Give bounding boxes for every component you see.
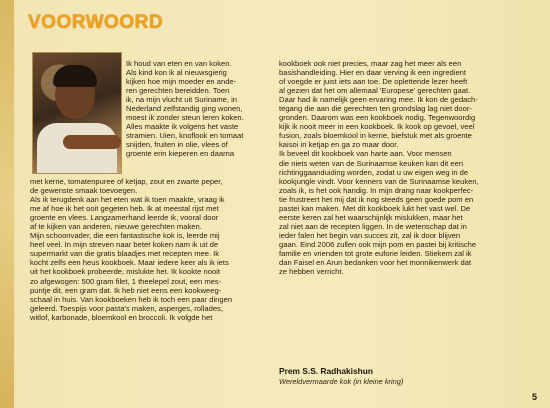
text-line: schaal in huis. Van kookboeken heb ik toch een paar dingen (30, 294, 233, 304)
text-line: Nederland zelfstandig ging wonen, (126, 104, 243, 114)
text-line: uit het kookboek probeerde, mislukte het. Ik kookte nooit (30, 267, 220, 277)
text-line: Als kind kon ik al nieuwsgierig (126, 68, 227, 78)
text-line: ren gerechten bereidden. Toen (126, 86, 230, 96)
text-line: kijken hoe mijn moeder en ande- (126, 77, 237, 87)
text-line: Als ik terugdenk aan het eten wat ik toen maakte, vraag ik (30, 195, 225, 205)
text-line: kocht zelfs een heus kookboek. Maar iedere keer als ik iets (30, 258, 229, 268)
text-line: ik, na mijn vlucht uit Suriname, in (126, 95, 237, 105)
page-number: 5 (532, 392, 538, 402)
signature-role: Wereldvermaarde kok (in kleine kring) (279, 377, 404, 386)
text-column-left-bottom (30, 177, 268, 322)
page-title: VOORWOORD (28, 12, 164, 33)
text-line: Daar had ik namelijk geen ervaring mee. Ik kon de gedach- (279, 95, 478, 105)
text-line: groente erin kieperen en daarna (126, 149, 235, 159)
text-line: met kerrie, tomatenpuree of ketjap, zout en zwarte peper, (30, 177, 223, 186)
text-line: tegang die aan die gerechten ten grondslag lag niet door- (279, 104, 472, 114)
text-line: puntje dit, een gram dat. Ik heb niet eens een kookweeg- (30, 285, 222, 295)
text-line: gronden. Daarom was een kookboek nodig. Tegenwoordig (279, 113, 476, 123)
signature-name: Prem S.S. Radhakishun (279, 366, 374, 376)
text-line: kookjungle vindt. Voor kenners van de Surinaamse keuken, (279, 176, 479, 186)
text-line: al gezien dat het om allemaal 'Europese' gerechten gaat. (279, 86, 471, 96)
text-line: moest ik zonder steun leren koken. (126, 113, 244, 123)
text-line: eerste keren zal het waarschijnlijk mislukken, maar het (279, 212, 463, 222)
text-line: gaan. Eind 2006 zullen ook mijn pom en pastei bij kritische (279, 239, 477, 249)
text-line: kaisoi in ketjap en ga zo maar door. (279, 140, 399, 150)
decorative-side-bar (0, 0, 14, 408)
text-line: ze hebben verricht. (279, 267, 344, 277)
text-line: fusion, zoals bloemkool in kerrie, biefstuk met als groente (279, 131, 472, 141)
text-line: ieder falen het begin van succes zit, zal ik door blijven (279, 230, 461, 240)
text-line: basishandleiding. Hier en daar verving ik een ingredient (279, 68, 467, 78)
text-line: snijden, fruiten in olie, vlees of (126, 140, 228, 150)
text-line: de gewenste smaak toevoegen. (30, 186, 138, 196)
text-line: dan Faisel en Arun bedanken voor het monnikenwerk dat (279, 258, 472, 268)
text-line: zal niet aan de recepten liggen. In de wetenschap dat in (279, 221, 467, 231)
text-line: groente en vlees. Langzamerhand leerde ik, vooral door (30, 213, 219, 223)
photo-arm (63, 135, 121, 149)
text-line: zo afgewogen: 500 gram filet, 1 theelepel zout, een mes- (30, 276, 222, 286)
text-line: geleerd. Toespijs voor pasta's maken, asperges, rollades, (30, 303, 223, 313)
text-line: witlof, karbonade, bloemkool en broccoli. Ik volgde het (30, 312, 213, 322)
photo-hair (53, 65, 97, 87)
signature-block (279, 366, 403, 386)
text-line: die niets weten van de Surinaamse keuken kan dit een (279, 158, 464, 168)
text-line: of voegde er juist iets aan toe. De oplettende lezer heeft (279, 77, 468, 87)
text-line: zoals ik, is het ook handig. In mijn drang naar kookperfec- (279, 185, 474, 195)
text-line: Ik beveel dit kookboek van harte aan. Voor mensen (279, 149, 452, 159)
text-line: familie en vrienden tot grote euforie leiden. Stiekem zal ik (279, 248, 472, 258)
text-line: pastei kan maken. Met dit kookboek lukt het vast wel. De (279, 203, 471, 213)
text-line: stramien. Uien, knoflook en tomaat (126, 131, 244, 141)
text-line: Ik houd van eten en van koken. (126, 59, 232, 68)
text-line: kookboek ook niet precies, maar zag het meer als een (279, 59, 462, 68)
text-line: supermarkt van die gratis blaadjes met recepten mee. Ik (30, 249, 220, 259)
text-line: me af hoe ik het ooit gegeten heb. Ik at meestal rijst met (30, 204, 219, 214)
text-line: richtinggaanduiding worden, zodat u uw eigen weg in de (279, 167, 469, 177)
text-line: heel veel. In mijn streven naar beter koken nam ik uit de (30, 240, 219, 250)
text-line: af te kijken van anderen, nieuwe gerechten maken. (30, 222, 202, 232)
text-line: Mijn schoonvader, die een fantastische kok is, leerde mij (30, 231, 220, 241)
text-line: kijk ik nooit meer in een kookboek. Ik kook op gevoel, veel (279, 122, 475, 132)
text-line: tie frustreert het mij dat ik nog steeds geen goede pom en (279, 194, 474, 204)
text-column-right (279, 59, 541, 276)
text-line: Alles maakte ik volgens het vaste (126, 122, 239, 132)
text-column-left-top (126, 59, 266, 159)
author-photo (32, 52, 122, 174)
